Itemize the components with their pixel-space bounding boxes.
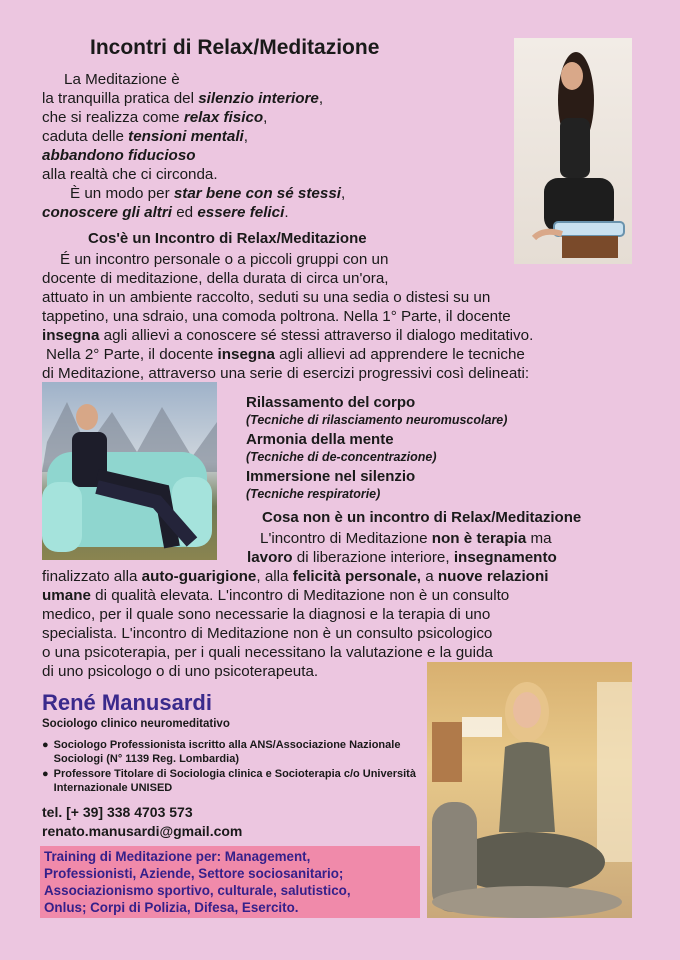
technique-name: Armonia della mente bbox=[246, 431, 394, 448]
text-span: a bbox=[421, 568, 438, 585]
text-line bbox=[42, 643, 642, 662]
bold-text: non è terapia bbox=[431, 530, 527, 547]
text-span: alla realtà che ci circonda. bbox=[42, 166, 218, 183]
text-line bbox=[42, 108, 382, 127]
technique-item bbox=[246, 393, 576, 428]
credential-item bbox=[42, 738, 422, 766]
technique-list bbox=[246, 393, 576, 504]
text-span: agli allievi a conoscere sé stessi attraverso il dialogo meditativo. bbox=[99, 327, 534, 344]
technique-item bbox=[246, 430, 576, 465]
text-span: , bbox=[318, 90, 324, 107]
bold-text: nuove relazioni bbox=[437, 568, 549, 585]
training-line: Training di Meditazione per: Management, bbox=[44, 849, 311, 864]
text-line bbox=[42, 127, 382, 146]
text-line bbox=[42, 529, 642, 548]
text-line bbox=[42, 345, 642, 364]
text-line bbox=[42, 250, 642, 269]
bullet-icon: ● bbox=[42, 768, 49, 780]
text-line bbox=[42, 624, 642, 643]
text-span: di uno psicologo o di uno psicoterapeuta. bbox=[42, 663, 319, 680]
text-line bbox=[42, 146, 382, 165]
text-span: tappetino, una sdraio, una comoda poltrona. Nella 1° Parte, il docente bbox=[42, 308, 511, 325]
training-box bbox=[40, 846, 420, 918]
technique-description: (Tecniche di rilasciamento neuromuscolare) bbox=[246, 413, 508, 427]
author-phone: tel. [+ 39] 338 4703 573 bbox=[42, 804, 193, 820]
text-line bbox=[42, 203, 382, 222]
text-span: , bbox=[341, 185, 346, 202]
page-title: Incontri di Relax/Meditazione bbox=[90, 36, 380, 59]
intro-paragraph bbox=[42, 70, 382, 222]
author-credentials bbox=[42, 738, 422, 796]
bold-text: lavoro bbox=[247, 549, 293, 566]
text-span: docente di meditazione, della durata di circa un'ora, bbox=[42, 270, 389, 287]
training-line: Associazionismo sportivo, culturale, salutistico, bbox=[44, 883, 351, 898]
emphasis-text: star bene con sé stessi bbox=[173, 185, 341, 202]
training-line: Onlus; Corpi di Polizia, Difesa, Esercito. bbox=[44, 900, 299, 915]
text-span: di qualità elevata. L'incontro di Meditazione non è un consulto bbox=[90, 587, 510, 604]
bold-text: felicità personale, bbox=[292, 568, 421, 585]
text-span: la tranquilla pratica del bbox=[42, 90, 199, 107]
emphasis-text: abbandono fiducioso bbox=[42, 147, 196, 164]
technique-name: Rilassamento del corpo bbox=[246, 394, 416, 411]
text-span: attuato in un ambiente raccolto, seduti su una sedia o distesi su un bbox=[42, 289, 491, 306]
text-span: medico, per il quale sono necessarie la diagnosi e la terapia di uno bbox=[42, 606, 491, 623]
text-span: di Meditazione, attraverso una serie di esercizi progressivi così delineati: bbox=[42, 365, 530, 382]
emphasis-text: essere felici bbox=[197, 204, 285, 221]
author-email[interactable]: renato.manusardi@gmail.com bbox=[42, 823, 243, 839]
text-span: Nella 2° Parte, il docente bbox=[46, 346, 218, 363]
author-role: Sociologo clinico neuromeditativo bbox=[42, 718, 230, 730]
text-span: L'incontro di Meditazione bbox=[260, 530, 432, 547]
technique-description: (Tecniche respiratorie) bbox=[246, 487, 381, 501]
text-span: che si realizza come bbox=[42, 109, 184, 126]
text-line bbox=[42, 165, 382, 184]
emphasis-text: conoscere gli altri bbox=[42, 204, 172, 221]
text-line bbox=[42, 89, 382, 108]
text-span: , bbox=[263, 109, 268, 126]
section-what-is-text bbox=[42, 250, 642, 383]
text-span: , alla bbox=[256, 568, 293, 585]
section-heading-what-is-not: Cosa non è un incontro di Relax/Meditazione bbox=[262, 509, 582, 526]
text-span: La Meditazione è bbox=[64, 71, 180, 88]
text-span: specialista. L'incontro di Meditazione non è un consulto psicologico bbox=[42, 625, 493, 642]
bold-text: insegna bbox=[217, 346, 275, 363]
bold-text: auto-guarigione bbox=[141, 568, 257, 585]
text-line bbox=[42, 548, 642, 567]
emphasis-text: relax fisico bbox=[183, 109, 264, 126]
text-line bbox=[42, 307, 642, 326]
text-span: agli allievi ad apprendere le tecniche bbox=[274, 346, 525, 363]
section-heading-what-is: Cos'è un Incontro di Relax/Meditazione bbox=[88, 230, 367, 247]
bold-text: insegnamento bbox=[453, 549, 557, 566]
credential-text: Sociologo Professionista iscritto alla ANS/Associazione Nazionale Sociologi (N° 1139 Reg. Lombardia) bbox=[53, 739, 401, 765]
text-span: di liberazione interiore, bbox=[292, 549, 454, 566]
text-line bbox=[42, 288, 642, 307]
bold-text: umane bbox=[42, 587, 91, 604]
training-line: Professionisti, Aziende, Settore sociosanitario; bbox=[44, 866, 344, 881]
text-line bbox=[42, 70, 382, 89]
text-line bbox=[42, 184, 382, 203]
emphasis-text: tensioni mentali bbox=[128, 128, 244, 145]
text-line bbox=[42, 326, 642, 345]
text-span: finalizzato alla bbox=[42, 568, 142, 585]
text-span: ed bbox=[171, 204, 198, 221]
text-span: É un incontro personale o a piccoli gruppi con un bbox=[60, 251, 389, 268]
text-line bbox=[42, 567, 642, 586]
text-line bbox=[42, 269, 642, 288]
text-span: caduta delle bbox=[42, 128, 129, 145]
text-line bbox=[42, 364, 642, 383]
text-line bbox=[42, 605, 642, 624]
text-span: ma bbox=[526, 530, 552, 547]
author-name: René Manusardi bbox=[42, 690, 212, 715]
credential-item bbox=[42, 767, 422, 795]
technique-item bbox=[246, 467, 576, 502]
text-span: . bbox=[284, 204, 289, 221]
text-span: o una psicoterapia, per i quali necessitano la valutazione e la guida bbox=[42, 644, 493, 661]
technique-description: (Tecniche di de-concentrazione) bbox=[246, 450, 437, 464]
text-span: È un modo per bbox=[70, 185, 174, 202]
photo-kneeling-woman bbox=[514, 38, 632, 264]
credential-text: Professore Titolare di Sociologia clinica e Socioterapia c/o Università Internazionale UNISED bbox=[53, 768, 416, 794]
text-line bbox=[42, 586, 642, 605]
text-span: , bbox=[243, 128, 248, 145]
technique-name: Immersione nel silenzio bbox=[246, 468, 416, 485]
bold-text: insegna bbox=[42, 327, 100, 344]
bullet-icon: ● bbox=[42, 739, 49, 751]
photo-woman-lotus bbox=[427, 662, 632, 918]
section-what-is-not-text bbox=[42, 529, 642, 681]
emphasis-text: silenzio interiore bbox=[198, 90, 319, 107]
